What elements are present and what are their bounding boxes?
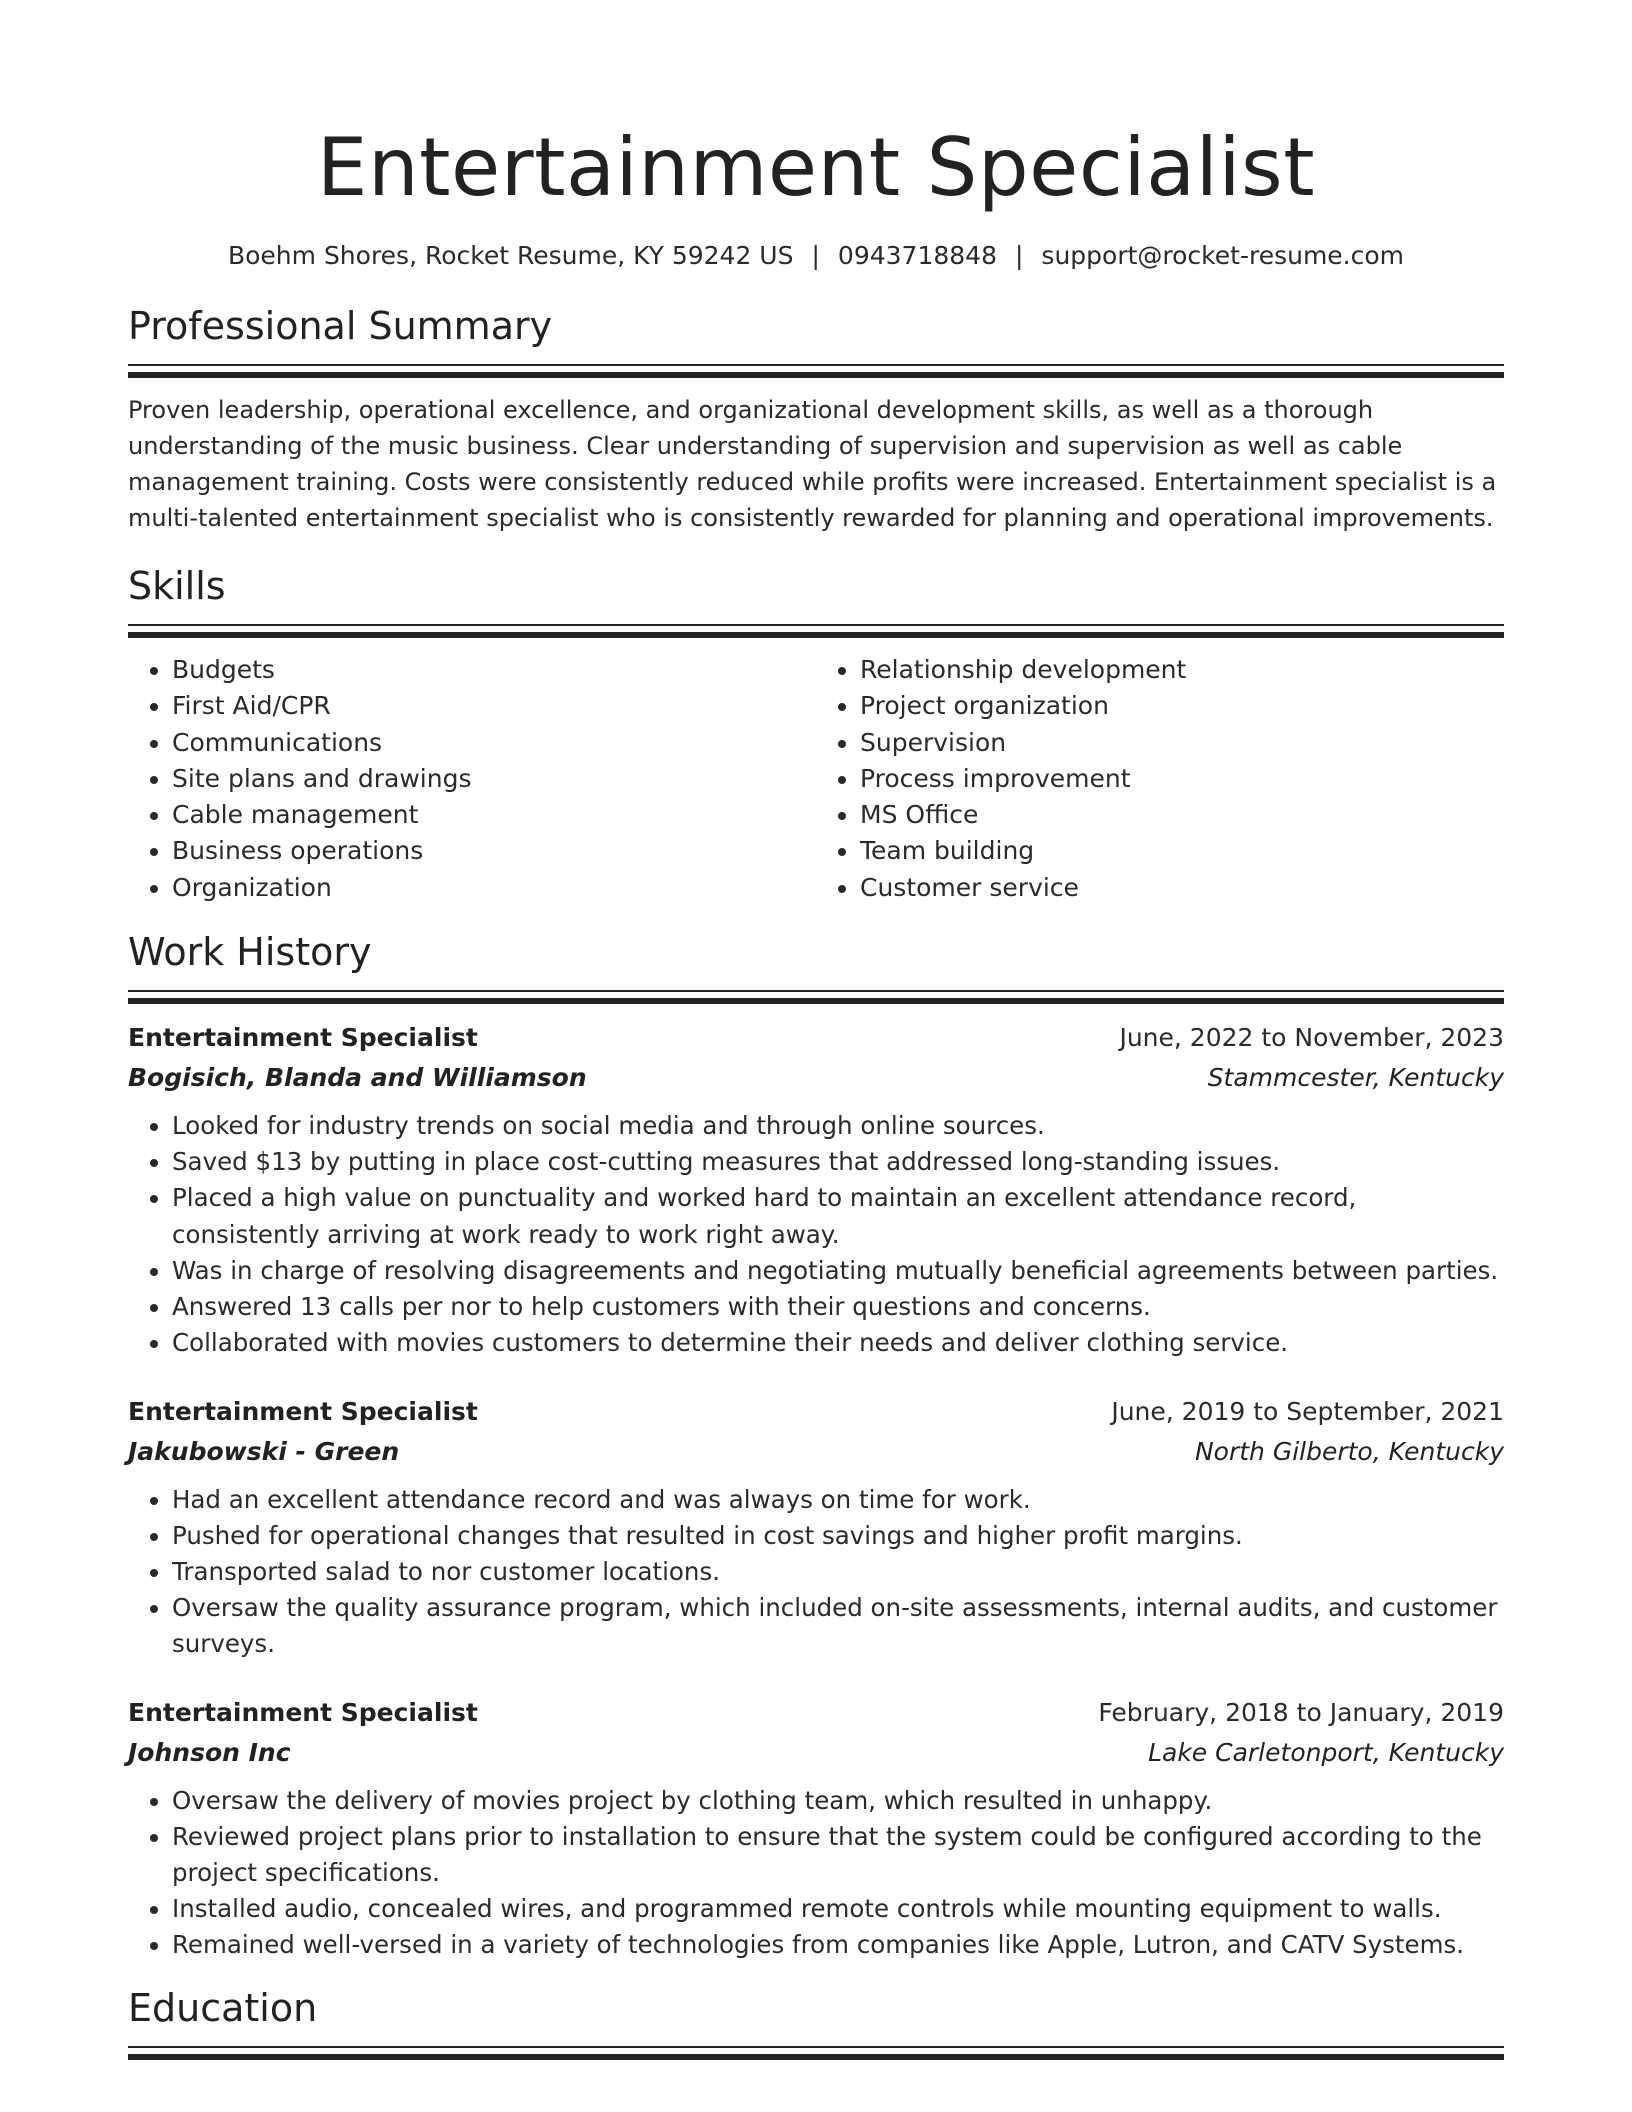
- job-duties: [128, 1108, 1504, 1361]
- duty-item: • Looked for industry trends on social media and through online sources.: [172, 1108, 1504, 1144]
- contact-phone: 0943718848: [837, 241, 997, 270]
- duty-item: • Answered 13 calls per nor to help customers with their questions and concerns.: [172, 1289, 1504, 1325]
- section-title-education: Education: [128, 1985, 318, 2030]
- job-title: Entertainment Specialist: [128, 1023, 478, 1053]
- duty-item: • Placed a high value on punctuality and worked hard to maintain an excellent attendance record, consistently arriving at work ready to work right away.: [172, 1180, 1504, 1252]
- duty-item: • Installed audio, concealed wires, and programmed remote controls while mounting equipment to walls.: [172, 1891, 1504, 1927]
- skills-column-right: [816, 652, 1504, 906]
- skill-item: • Site plans and drawings: [172, 761, 816, 797]
- resume-name: Entertainment Specialist: [316, 121, 1316, 214]
- job-company: Bogisich, Blanda and Williamson: [128, 1063, 587, 1093]
- skills-column-left: [128, 652, 816, 906]
- section-title-work-history: Work History: [128, 930, 372, 975]
- section-divider: [128, 2046, 1504, 2060]
- job-dates: February, 2018 to January, 2019: [1098, 1697, 1504, 1727]
- skill-item: • Team building: [860, 833, 1504, 869]
- skill-item: • Communications: [172, 725, 816, 761]
- skill-item: • Process improvement: [860, 761, 1504, 797]
- skills-section: [128, 562, 1504, 906]
- skill-item: • Business operations: [172, 833, 816, 869]
- education-section: [128, 1984, 1504, 2060]
- contact-separator: |: [1014, 241, 1024, 270]
- job-company: Johnson Inc: [128, 1737, 291, 1767]
- summary-section: [128, 302, 1504, 536]
- duty-item: • Was in charge of resolving disagreements and negotiating mutually beneficial agreements between parties.: [172, 1253, 1504, 1289]
- duty-item: • Transported salad to nor customer locations.: [172, 1554, 1504, 1590]
- job-title: Entertainment Specialist: [128, 1396, 478, 1426]
- skill-item: • Cable management: [172, 797, 816, 833]
- section-title-skills: Skills: [128, 564, 226, 608]
- contact-separator: |: [811, 241, 820, 270]
- duty-item: • Reviewed project plans prior to installation to ensure that the system could be configured according to the project specifications.: [172, 1819, 1504, 1891]
- duty-item: • Oversaw the quality assurance program, which included on-site assessments, internal audits, and customer surveys.: [172, 1590, 1504, 1662]
- section-divider: [128, 364, 1504, 378]
- job-title: Entertainment Specialist: [128, 1697, 478, 1727]
- skill-item: • Supervision: [860, 725, 1504, 761]
- skill-item: • MS Office: [860, 797, 1504, 833]
- skill-item: • Customer service: [860, 870, 1504, 906]
- duty-item: • Had an excellent attendance record and was always on time for work.: [172, 1482, 1504, 1518]
- job-entry: [128, 1693, 1504, 1964]
- duty-item: • Remained well-versed in a variety of technologies from companies like Apple, Lutron, and CATV Systems.: [172, 1927, 1504, 1963]
- job-duties: [128, 1482, 1504, 1663]
- job-company: Jakubowski - Green: [128, 1436, 400, 1466]
- skill-item: • Relationship development: [860, 652, 1504, 688]
- job-duties: [128, 1783, 1504, 1964]
- duty-item: • Saved $13 by putting in place cost-cutting measures that addressed long-standing issues.: [172, 1144, 1504, 1180]
- job-dates: June, 2022 to November, 2023: [1119, 1023, 1504, 1053]
- duty-item: • Oversaw the delivery of movies project by clothing team, which resulted in unhappy.: [172, 1783, 1504, 1819]
- skill-item: • Project organization: [860, 688, 1504, 724]
- skills-list: [128, 652, 1504, 906]
- contact-address: Boehm Shores, Rocket Resume, KY 59242 US: [227, 241, 794, 270]
- section-title-summary: Professional Summary: [128, 304, 553, 348]
- section-divider: [128, 990, 1504, 1004]
- skill-item: • First Aid/CPR: [172, 688, 816, 724]
- contact-email[interactable]: support@rocket-resume.com: [1041, 241, 1405, 270]
- job-location: Lake Carletonport, Kentucky: [1148, 1737, 1504, 1767]
- section-divider: [128, 624, 1504, 638]
- duty-item: • Pushed for operational changes that resulted in cost savings and higher profit margins.: [172, 1518, 1504, 1554]
- skill-item: • Budgets: [172, 652, 816, 688]
- job-dates: June, 2019 to September, 2021: [1111, 1396, 1504, 1426]
- job-location: North Gilberto, Kentucky: [1194, 1436, 1504, 1466]
- skill-item: • Organization: [172, 870, 816, 906]
- contact-line: [128, 240, 1504, 272]
- summary-text: Proven leadership, operational excellence, and organizational development skills, as well as a thorough understanding of the music business. Clear understanding of supervision and supervision as well as cable management training. Costs were consistently reduced while profits were increased. Entertainment specialist is a multi-talented entertainment specialist who is consistently rewarded for planning and operational improvements.: [128, 396, 1497, 532]
- work-history-section: [128, 928, 1504, 1963]
- job-entry: [128, 1018, 1504, 1361]
- job-location: Stammcester, Kentucky: [1207, 1063, 1504, 1093]
- duty-item: • Collaborated with movies customers to determine their needs and deliver clothing service.: [172, 1325, 1504, 1361]
- job-entry: [128, 1392, 1504, 1663]
